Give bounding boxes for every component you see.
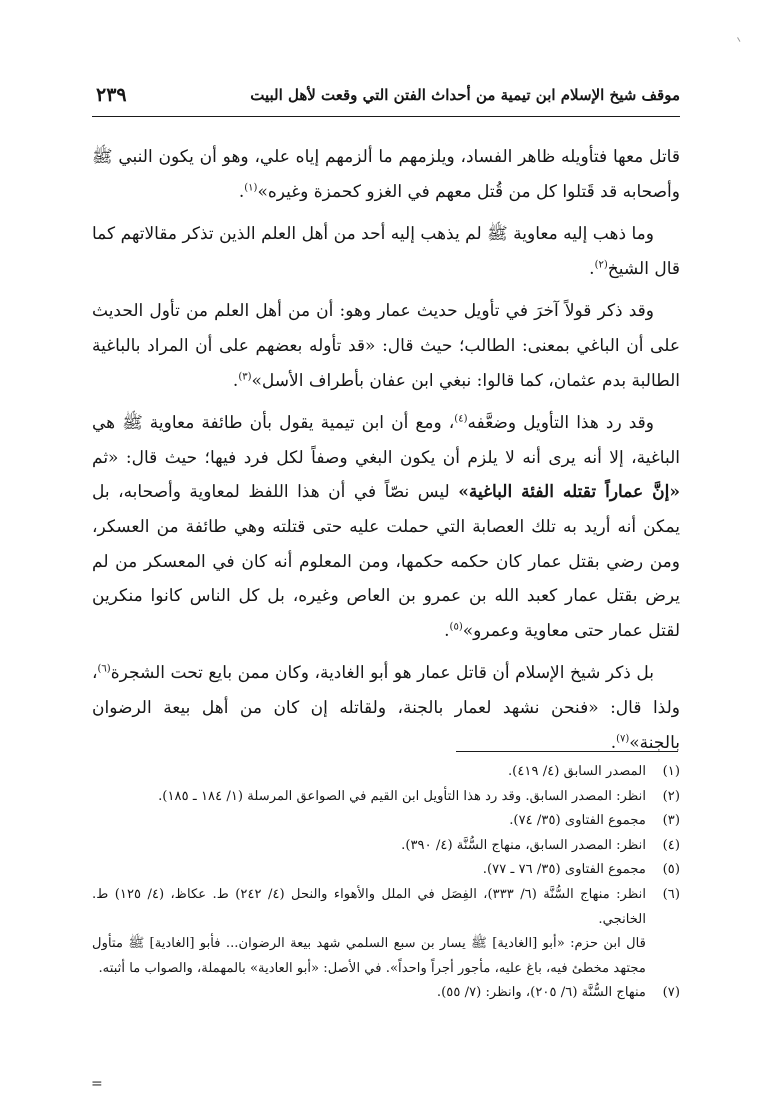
footnote-6	[92, 883, 680, 932]
footnote-divider	[456, 751, 678, 752]
footnote-text: منهاج السُّنَّة (٦/ ٢٠٥)، وانظر: (٧/ ٥٥).	[436, 985, 646, 1001]
footnote-ref-3: (٣)	[238, 370, 252, 382]
paragraph-4	[92, 406, 680, 648]
paragraph-3-end: .	[232, 370, 239, 391]
footnote-1	[92, 760, 680, 785]
footnote-text: انظر: المصدر السابق، منهاج السُّنَّة (٤/ ٣٩٠).	[401, 837, 646, 853]
paragraph-3-text: وقد ذكر قولاً آخرَ في تأويل حديث عمار وهو: أن من أهل العلم من تأول الحديث على أن الباغي بمعنى: الطالب؛ حيث قال: «قد تأوله بعضهم على أن المراد بالباغية الطالبة بدم عثمان، كما قالوا: نبغي ابن عفان بأطراف الأسل»	[92, 301, 680, 391]
paragraph-5-end: .	[610, 732, 617, 753]
footnote-number: (٣)	[662, 813, 680, 829]
paragraph-4-text-c: ليس نصّاً في أن هذا اللفظ لمعاوية وأصحابه، بل يمكن أنه أريد به تلك العصابة التي حملت عليه حتى قتلته وهي طائفة من العسكر، ومن رضي بقتل عمار كان حكمه حكمها، ومن المعلوم أنه كان في المعسكر من لم يرض بقتل عمار كعبد الله بن عمرو بن العاص وغيره، بل كل الناس كانوا منكرين لقتل عمار حتى معاوية وعمرو»	[92, 482, 681, 641]
paragraph-1-end: .	[238, 181, 245, 202]
footnote-number: (٧)	[662, 985, 680, 1001]
paragraph-2-text: وما ذهب إليه معاوية ﷺ لم يذهب إليه أحد من أهل العلم الذين تذكر مقالاتهم كما قال الشيخ	[92, 224, 680, 279]
continuation-mark: =	[91, 1076, 103, 1092]
paragraph-2	[92, 217, 680, 286]
footnote-6-quote: قال ابن حزم: «أبو [الغادية] ﷺ يسار بن سبع السلمي شهد بيعة الرضوان... فأبو [الغادية] ﷺ متأول مجتهد مخطئ فيه، باغ عليه، مأجور أجراً واحداً». في الأصل: «أبو العادية» بالمهملة، والصواب ما أثبته.	[92, 936, 646, 976]
page-header	[92, 80, 680, 117]
footnote-number: (١)	[662, 764, 680, 779]
footnote-5	[92, 858, 680, 883]
footnote-ref-7: (٧)	[616, 732, 630, 744]
footnote-ref-1: (١)	[244, 181, 258, 193]
footnote-number: (٤)	[662, 837, 680, 853]
footnote-2	[92, 785, 680, 810]
footnote-text: مجموع الفتاوى (٣٥/ ٧٦ ـ ٧٧).	[482, 862, 646, 878]
footnote-text: انظر: المصدر السابق. وقد رد هذا التأويل ابن القيم في الصواعق المرسلة (١/ ١٨٤ ـ ١٨٥).	[158, 788, 646, 804]
paragraph-5	[92, 656, 680, 760]
paragraph-1	[92, 140, 680, 209]
footnote-text: مجموع الفتاوى (٣٥/ ٧٤).	[509, 813, 646, 829]
footnote-7	[92, 981, 680, 1006]
scan-mark	[737, 35, 744, 42]
footnote-ref-4: (٤)	[454, 413, 468, 425]
footnote-3	[92, 809, 680, 834]
paragraph-5-text-b: ، ولذا قال: «فنحن نشهد لعمار بالجنة، ولقاتله إن كان من أهل بيعة الرضوان بالجنة»	[92, 663, 680, 753]
footnote-number: (٢)	[662, 788, 680, 804]
paragraph-4-end: .	[444, 620, 450, 641]
footnote-ref-5: (٥)	[449, 621, 463, 633]
footnote-ref-2: (٢)	[594, 259, 608, 271]
footnotes	[92, 760, 680, 1006]
paragraph-4-text-b: ، ومع أن ابن تيمية يقول بأن طائفة معاوية ﷺ هي الباغية، إلا أنه يرى أنه لا يلزم أن يكون البغي وصفاً لكل فرد فيها؛ حيث قال: «ثم	[92, 413, 680, 468]
footnote-number: (٥)	[662, 862, 680, 878]
footnote-4	[92, 834, 680, 859]
running-title: موقف شيخ الإسلام ابن تيمية من أحداث الفتن التي وقعت لأهل البيت	[250, 86, 680, 104]
paragraph-1-text: قاتل معها فتأويله ظاهر الفساد، ويلزمهم ما ألزمهم إياه علي، وهو أن يكون النبي ﷺ وأصحابه قد قَتلوا كل من قُتل معهم في الغزو كحمزة وغيره»	[92, 147, 680, 202]
hadith-quote: «إنَّ عماراً تقتله الفئة الباغية»	[458, 482, 680, 503]
paragraph-4-text-a: وقد رد هذا التأويل وضعَّفه	[467, 413, 654, 434]
page-number: ٢٣٩	[96, 84, 127, 106]
paragraph-5-text-a: بل ذكر شيخ الإسلام أن قاتل عمار هو أبو الغادية، وكان ممن بايع تحت الشجرة	[110, 663, 654, 684]
footnote-text: المصدر السابق (٤/ ٤١٩).	[507, 764, 646, 779]
footnote-ref-6: (٦)	[97, 663, 111, 675]
main-text	[92, 140, 680, 768]
footnote-text: انظر: منهاج السُّنَّة (٦/ ٣٣٣)، الفِصَل في الملل والأهواء والنحل (٤/ ٢٤٢) ط. عكاظ، (٤/ ١٢٥) ط. الخانجي.	[92, 886, 646, 927]
paragraph-3	[92, 294, 680, 398]
footnote-number: (٦)	[662, 886, 680, 902]
paragraph-2-end: .	[589, 258, 595, 279]
